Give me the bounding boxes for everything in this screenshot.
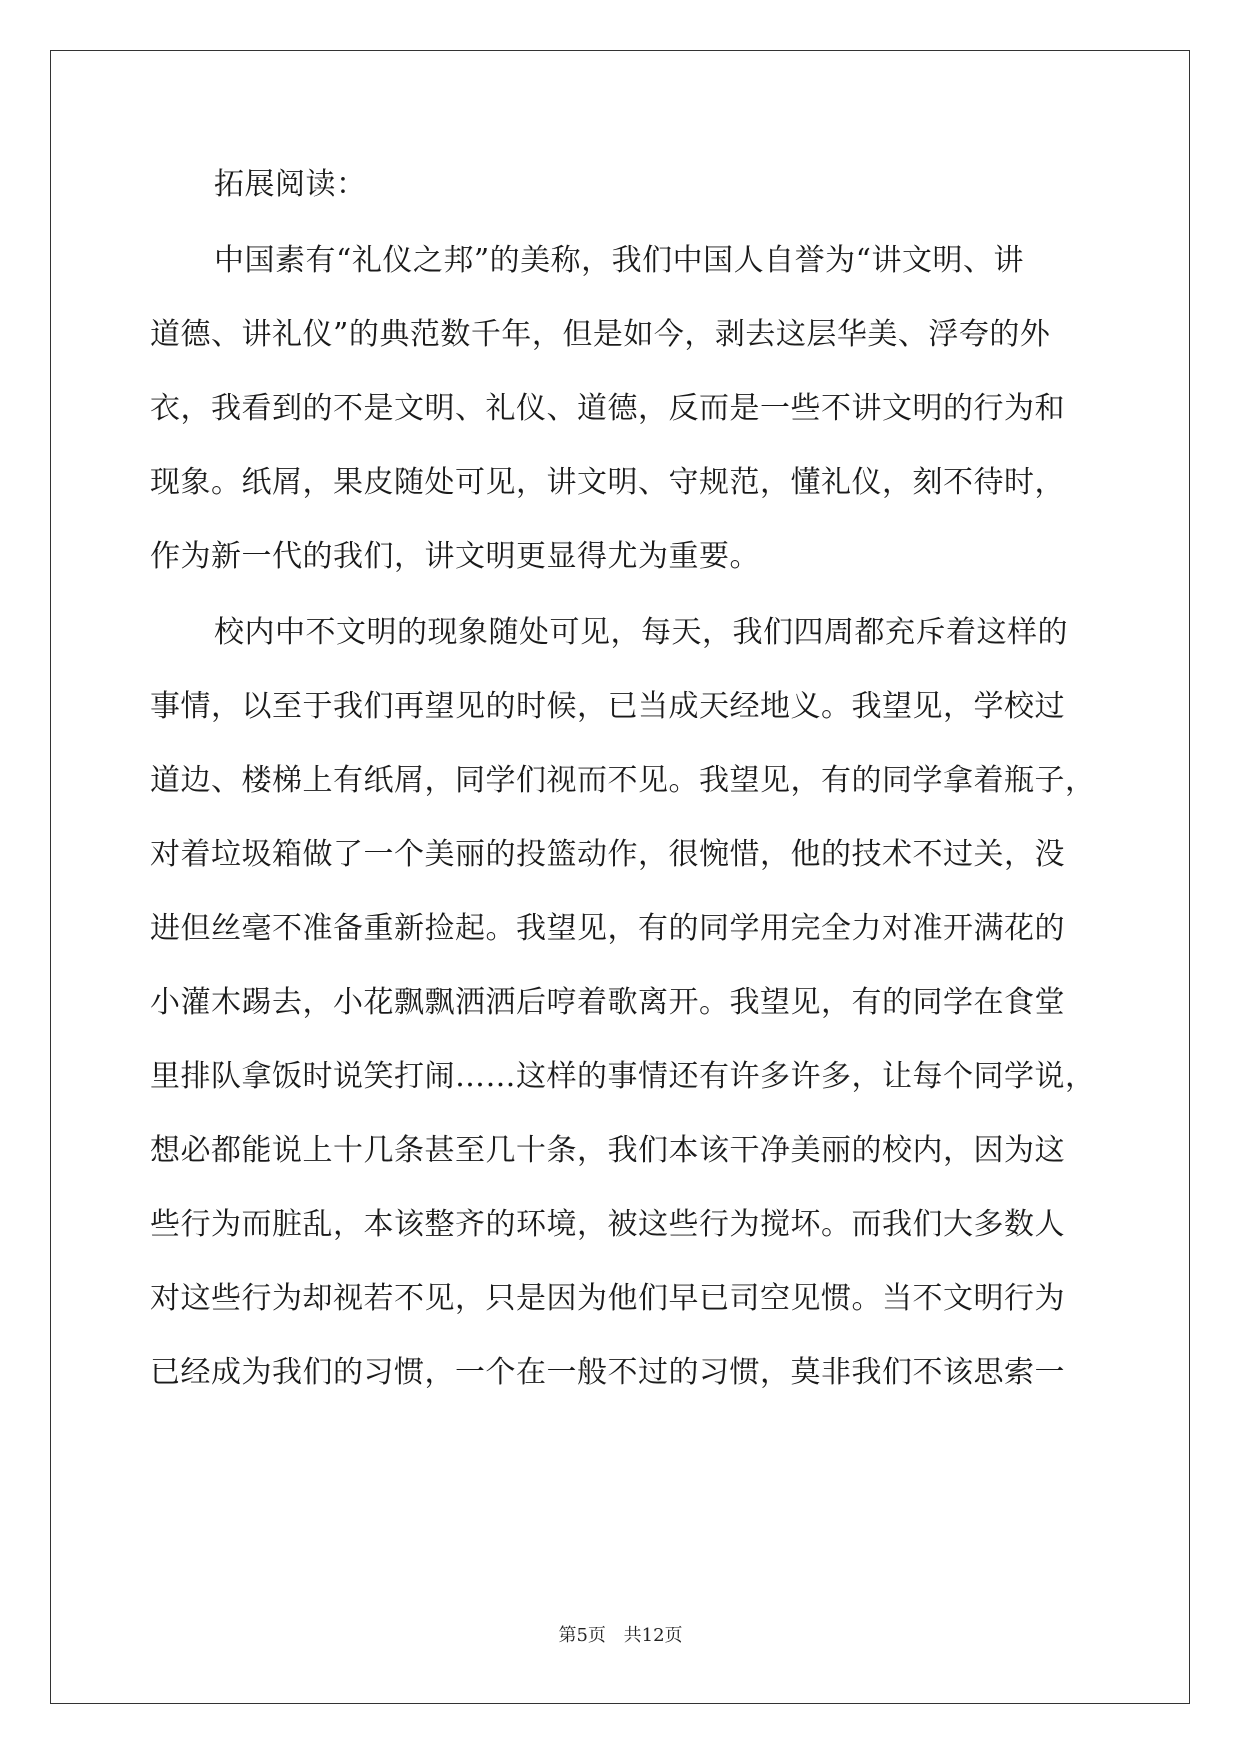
page-frame <box>50 50 1190 1704</box>
paragraph-2-line: 校内中不文明的现象随处可见，每天，我们四周都充斥着这样的 <box>214 615 1068 650</box>
page-total: 共12页 <box>623 1625 683 1646</box>
paragraph-2-line: 些行为而脏乱，本该整齐的环境，被这些行为搅坏。而我们大多数人 <box>150 1207 1065 1242</box>
paragraph-1-line: 作为新一代的我们，讲文明更显得尤为重要。 <box>150 539 760 574</box>
paragraph-1-line: 现象。纸屑，果皮随处可见，讲文明、守规范，懂礼仪，刻不待时， <box>150 465 1065 500</box>
paragraph-1-line: 中国素有“礼仪之邦”的美称，我们中国人自誉为“讲文明、讲 <box>214 243 1025 278</box>
paragraph-2-line: 事情，以至于我们再望见的时候，已当成天经地义。我望见，学校过 <box>150 689 1065 724</box>
paragraph-2-line: 对着垃圾箱做了一个美丽的投篮动作，很惋惜，他的技术不过关，没 <box>150 837 1065 872</box>
paragraph-2-line: 想必都能说上十几条甚至几十条，我们本该干净美丽的校内，因为这 <box>150 1133 1065 1168</box>
paragraph-1-line: 道德、讲礼仪”的典范数千年，但是如今，剥去这层华美、浮夸的外 <box>150 317 1051 352</box>
page-footer <box>0 1621 1241 1647</box>
paragraph-2-line: 道边、楼梯上有纸屑，同学们视而不见。我望见，有的同学拿着瓶子， <box>150 763 1096 798</box>
paragraph-2-line: 进但丝毫不准备重新捡起。我望见，有的同学用完全力对准开满花的 <box>150 911 1065 946</box>
paragraph-2-line: 已经成为我们的习惯，一个在一般不过的习惯，莫非我们不该思索一 <box>150 1355 1065 1390</box>
paragraph-2-line: 里排队拿饭时说笑打闹……这样的事情还有许多许多，让每个同学说， <box>150 1059 1096 1094</box>
paragraph-1-line: 衣，我看到的不是文明、礼仪、道德，反而是一些不讲文明的行为和 <box>150 391 1065 426</box>
paragraph-2-line: 对这些行为却视若不见，只是因为他们早已司空见惯。当不文明行为 <box>150 1281 1065 1316</box>
heading: 拓展阅读： <box>214 167 367 202</box>
paragraph-2-line: 小灌木踢去，小花飘飘洒洒后哼着歌离开。我望见，有的同学在食堂 <box>150 985 1065 1020</box>
page-number: 第5页 <box>558 1625 606 1646</box>
